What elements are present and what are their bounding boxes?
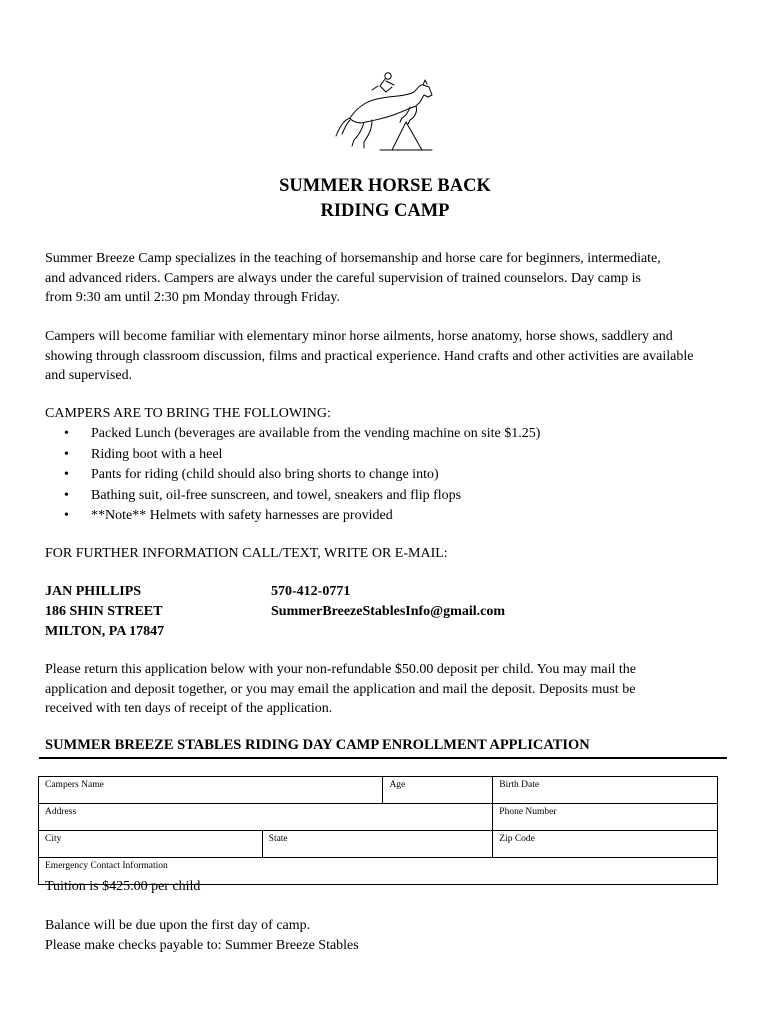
list-item bbox=[64, 424, 540, 445]
emergency-contact-field[interactable]: Emergency Contact Information bbox=[39, 858, 718, 885]
intro-line: and advanced riders. Campers are always under the careful supervision of trained counselors. Day camp is bbox=[45, 270, 641, 286]
bullet-icon: • bbox=[64, 508, 69, 523]
horse-jumping-logo bbox=[330, 40, 440, 155]
list-item-text: Bathing suit, oil-free sunscreen, and towel, sneakers and flip flops bbox=[91, 487, 462, 503]
list-item-text: Packed Lunch (beverages are available from the vending machine on site $1.25) bbox=[91, 426, 541, 441]
balance-line: Balance will be due upon the first day of camp. bbox=[45, 918, 311, 933]
familiar-paragraph bbox=[45, 327, 755, 386]
bullet-icon: • bbox=[64, 446, 69, 462]
intro-paragraph bbox=[45, 249, 755, 308]
contact-address bbox=[45, 582, 164, 642]
contact-details bbox=[271, 582, 505, 622]
list-item-text: Pants for riding (child should also bring shorts to change into) bbox=[91, 467, 439, 482]
list-item bbox=[64, 506, 540, 527]
return-note-line: Please return this application below with your non-refundable $50.00 deposit per child. You may mail the bbox=[45, 662, 636, 677]
contact-email[interactable]: SummerBreezeStablesInfo@gmail.com bbox=[271, 604, 506, 619]
return-note-line: received with ten days of receipt of the application. bbox=[45, 701, 333, 716]
list-item bbox=[64, 445, 540, 466]
return-note-paragraph bbox=[45, 660, 755, 719]
city-field[interactable]: City bbox=[39, 831, 263, 858]
contact-phone: 570-412-0771 bbox=[271, 584, 351, 599]
return-note-line: application and deposit together, or you may email the application and mail the deposit. Deposits must be bbox=[45, 681, 636, 697]
bring-list bbox=[64, 424, 540, 527]
age-field[interactable]: Age bbox=[383, 777, 493, 804]
list-item-text: **Note** Helmets with safety harnesses are provided bbox=[91, 508, 393, 523]
title-line-1: SUMMER HORSE BACK bbox=[279, 176, 491, 196]
birth-date-field[interactable]: Birth Date bbox=[493, 777, 718, 804]
bullet-icon: • bbox=[64, 487, 69, 503]
title-line-2: RIDING CAMP bbox=[320, 201, 450, 221]
zip-code-field[interactable]: Zip Code bbox=[493, 831, 718, 858]
list-item bbox=[64, 465, 540, 486]
enrollment-form bbox=[38, 776, 718, 885]
campers-name-field[interactable]: Campers Name bbox=[39, 777, 383, 804]
address-field[interactable]: Address bbox=[39, 804, 493, 831]
list-item-text: Riding boot with a heel bbox=[91, 446, 223, 462]
list-item bbox=[64, 486, 540, 507]
application-heading-rule bbox=[39, 757, 727, 759]
familiar-line: Campers will become familiar with elementary minor horse ailments, horse anatomy, horse shows, saddlery and bbox=[45, 329, 673, 344]
contact-street: 186 SHIN STREET bbox=[45, 604, 163, 619]
state-field[interactable]: State bbox=[262, 831, 493, 858]
page-title bbox=[0, 174, 770, 224]
tuition-text: Tuition is $425.00 per child bbox=[45, 879, 201, 894]
contact-name: JAN PHILLIPS bbox=[45, 584, 142, 599]
phone-number-field[interactable]: Phone Number bbox=[493, 804, 718, 831]
intro-line: Summer Breeze Camp specializes in the teaching of horsemanship and horse care for beginners, intermediate, bbox=[45, 251, 661, 266]
bring-heading: CAMPERS ARE TO BRING THE FOLLOWING: bbox=[45, 406, 331, 421]
intro-line: from 9:30 am until 2:30 pm Monday through Friday. bbox=[45, 290, 341, 305]
bullet-icon: • bbox=[64, 426, 69, 441]
application-heading: SUMMER BREEZE STABLES RIDING DAY CAMP ENROLLMENT APPLICATION bbox=[45, 737, 590, 753]
contact-city: MILTON, PA 17847 bbox=[45, 624, 165, 639]
further-info-heading: FOR FURTHER INFORMATION CALL/TEXT, WRITE OR E-MAIL: bbox=[45, 546, 448, 561]
familiar-line: and supervised. bbox=[45, 368, 133, 383]
familiar-line: showing through classroom discussion, films and practical experience. Hand crafts and other activities are available bbox=[45, 348, 694, 364]
bullet-icon: • bbox=[64, 467, 69, 482]
payable-line: Please make checks payable to: Summer Breeze Stables bbox=[45, 937, 359, 953]
balance-paragraph bbox=[45, 916, 755, 955]
